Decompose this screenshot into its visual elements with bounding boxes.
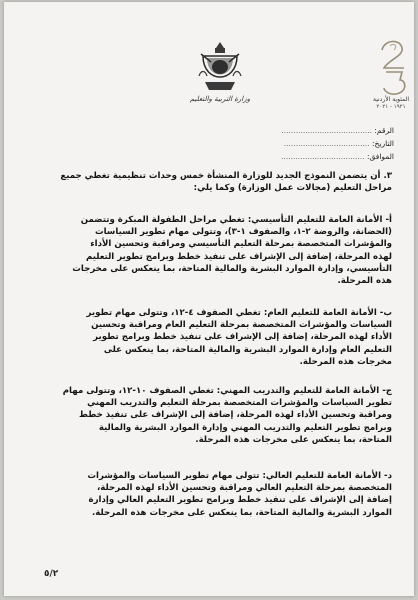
- section-line: (الحضانة، والروضة ٢-١، والصفوف ١-٣)، وتتولى مهام تطوير السياسات: [95, 227, 392, 238]
- section-foundational: [26, 214, 392, 287]
- ref-number-label: الرقم: [376, 126, 394, 135]
- ref-number-dots: ......................................: [281, 126, 372, 135]
- section-line: إضافة إلى الإشراف على تنفيذ خطط وبرامج تطوير التعليم العالي وإدارة: [88, 495, 392, 506]
- ref-corresponding-dots: ...................................: [281, 152, 365, 161]
- intro-paragraph: [26, 170, 392, 194]
- section-line: تطوير السياسات والمؤشرات المتخصصة بمرحلة التعليم والتدريب المهني: [87, 398, 392, 409]
- section-line: مخرجات هذه المرحلة.: [299, 356, 392, 367]
- section-line: ومراقبة وتحسين الأداء لهذه المرحلة، إضافة إلى الإشراف على تنفيذ خطط: [79, 410, 392, 421]
- centenary-logo-icon: [376, 36, 410, 98]
- ref-number-row: الرقم: ......................................: [281, 126, 394, 135]
- section-line: أ- الأمانة العامة للتعليم التأسيسي: تغطي مراحل الطفولة المبكرة وتتضمن: [80, 215, 392, 225]
- section-line: التأسيسي، وإدارة الموارد البشرية والمالية المتاحة، بما ينعكس على مخرجات: [72, 263, 392, 274]
- coat-of-arms-icon: [197, 40, 243, 96]
- ministry-name: وزارة التربية والتعليم: [189, 95, 250, 103]
- section-line: المتاحة، بما ينعكس على مخرجات هذه المرحلة.: [195, 434, 392, 445]
- centenary-years: ١٩٢١ - ٢٠٢١: [376, 104, 406, 110]
- ref-corresponding-row: الموافق: ...................................: [281, 152, 394, 161]
- centenary-caption: المئوية الأردنية: [372, 96, 410, 103]
- section-line: الأداء لهذه المرحلة، إضافة إلى الإشراف على تنفيذ خطط وبرامج تطوير: [93, 332, 392, 343]
- section-vocational: [26, 385, 392, 446]
- section-line: د- الأمانة العامة للتعليم العالي: تتولى مهام تطوير السياسات والمؤشرات: [87, 471, 392, 481]
- page-number: ٥/٢: [44, 569, 59, 579]
- section-line: السياسات والمؤشرات المتخصصة بمرحلة التعليم العام ومراقبة وتحسين: [91, 320, 392, 331]
- ref-corresponding-label: الموافق: [369, 152, 394, 161]
- intro-line: ٣. أن يتضمن النموذج الجديد للوزارة المنشأة خمس وحدات تنظيمية تغطي جميع: [60, 171, 392, 181]
- letterhead: [4, 2, 414, 112]
- section-line: هذه المرحلة.: [337, 276, 392, 287]
- section-line: ب- الأمانة العامة للتعليم العام: تغطي الصفوف ٤-١٢، وتتولى مهام تطوير: [86, 308, 392, 318]
- section-line: لهذه المرحلة، إضافة إلى الإشراف على تنفيذ خطط وبرامج تطوير التعليم: [85, 251, 392, 262]
- section-line: الموارد البشرية والمالية المتاحة، بما ينعكس على مخرجات هذه المرحلة.: [92, 507, 392, 518]
- section-line: المتخصصة بمرحلة التعليم العالي ومراقبة وتحسين الأداء لهذه المرحلة،: [97, 483, 392, 494]
- ref-date-row: التاريخ: ....................................: [283, 139, 394, 148]
- section-line: والمؤشرات المتخصصة بمرحلة التعليم التأسيسي ومراقبة وتحسين الأداء: [90, 239, 392, 250]
- section-line: وبرامج تطوير التعليم والتدريب المهني وإدارة الموارد البشرية والمالية: [98, 422, 392, 433]
- section-higher: [26, 470, 392, 519]
- section-general: [26, 307, 392, 368]
- section-line: ج- الأمانة العامة للتعليم والتدريب المهني: تغطي الصفوف ١٠-١٢، وتتولى مهام: [62, 386, 392, 396]
- reference-fields: [254, 124, 394, 163]
- section-line: التعليم العام وإدارة الموارد البشرية والمالية المتاحة، بما ينعكس على: [103, 344, 392, 355]
- intro-line: مراحل التعليم (مجالات عمل الوزارة) وكما يلي:: [193, 183, 392, 194]
- document-page: [4, 2, 414, 596]
- ref-date-label: التاريخ: [374, 139, 394, 148]
- ref-date-dots: ....................................: [283, 139, 370, 148]
